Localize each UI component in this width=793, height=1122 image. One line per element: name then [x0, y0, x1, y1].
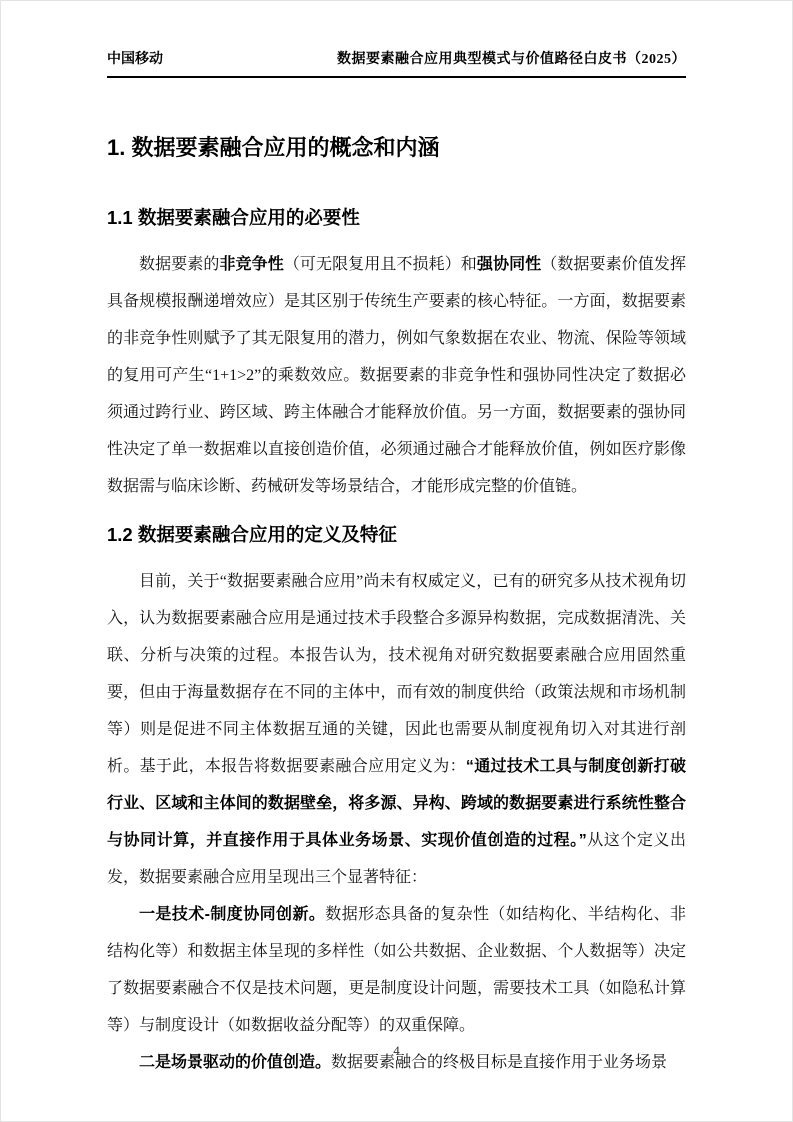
paragraph-feature-one: 一是技术-制度协同创新。数据形态具备的复杂性（如结构化、半结构化、非结构化等）和数据主体呈现的多样性（如公共数据、企业数据、个人数据等）决定了数据要素融合不仅是技术问题，更是制度设计问题，需要技术工具（如隐私计算等）与制度设计（如数据收益分配等）的双重保障。 [107, 906, 686, 1034]
section-heading-1-1: 1.1 数据要素融合应用的必要性 [107, 207, 360, 228]
footer-page-number: 4 [393, 1043, 400, 1058]
paragraph-feature-two: 二是场景驱动的价值创造。数据要素融合的终极目标是直接作用于业务场景 [139, 1054, 668, 1071]
paragraph-necessity: 数据要素的非竞争性（可无限复用且不损耗）和强协同性（数据要素价值发挥具备规模报酬递增效应）是其区别于传统生产要素的核心特征。一方面，数据要素的非竞争性则赋予了其无限复用的潜力，例如气象数据在农业、物流、保险等领域的复用可产生“1+1>2”的乘数效应。数据要素的非竞争性和强协同性决定了数据必须通过跨行业、跨区域、跨主体融合才能释放价值。另一方面，数据要素的强协同性决定了单一数据难以直接创造价值，必须通过融合才能释放价值，例如医疗影像数据需与临床诊断、药械研发等场景结合，才能形成完整的价值链。 [107, 256, 686, 495]
page-header [107, 1, 686, 78]
chapter-heading: 1. 数据要素融合应用的概念和内涵 [107, 135, 440, 160]
header-document-title: 数据要素融合应用典型模式与价值路径白皮书（2025） [337, 52, 686, 67]
header-company-name: 中国移动 [107, 52, 163, 67]
section-heading-1-2: 1.2 数据要素融合应用的定义及特征 [107, 524, 397, 545]
paragraph-definition: 目前，关于“数据要素融合应用”尚未有权威定义，已有的研究多从技术视角切入，认为数据要素融合应用是通过技术手段整合多源异构数据，完成数据清洗、关联、分析与决策的过程。本报告认为，技术视角对研究数据要素融合应用固然重要，但由于海量数据存在不同的主体中，而有效的制度供给（政策法规和市场机制等）则是促进不同主体数据互通的关键，因此也需要从制度视角切入对其进行剖析。基于此，本报告将数据要素融合应用定义为：“通过技术工具与制度创新打破行业、区域和主体间的数据壁垒，将多源、异构、跨域的数据要素进行系统性整合与协同计算，并直接作用于具体业务场景、实现价值创造的过程。”从这个定义出发，数据要素融合应用呈现出三个显著特征： [107, 573, 686, 886]
